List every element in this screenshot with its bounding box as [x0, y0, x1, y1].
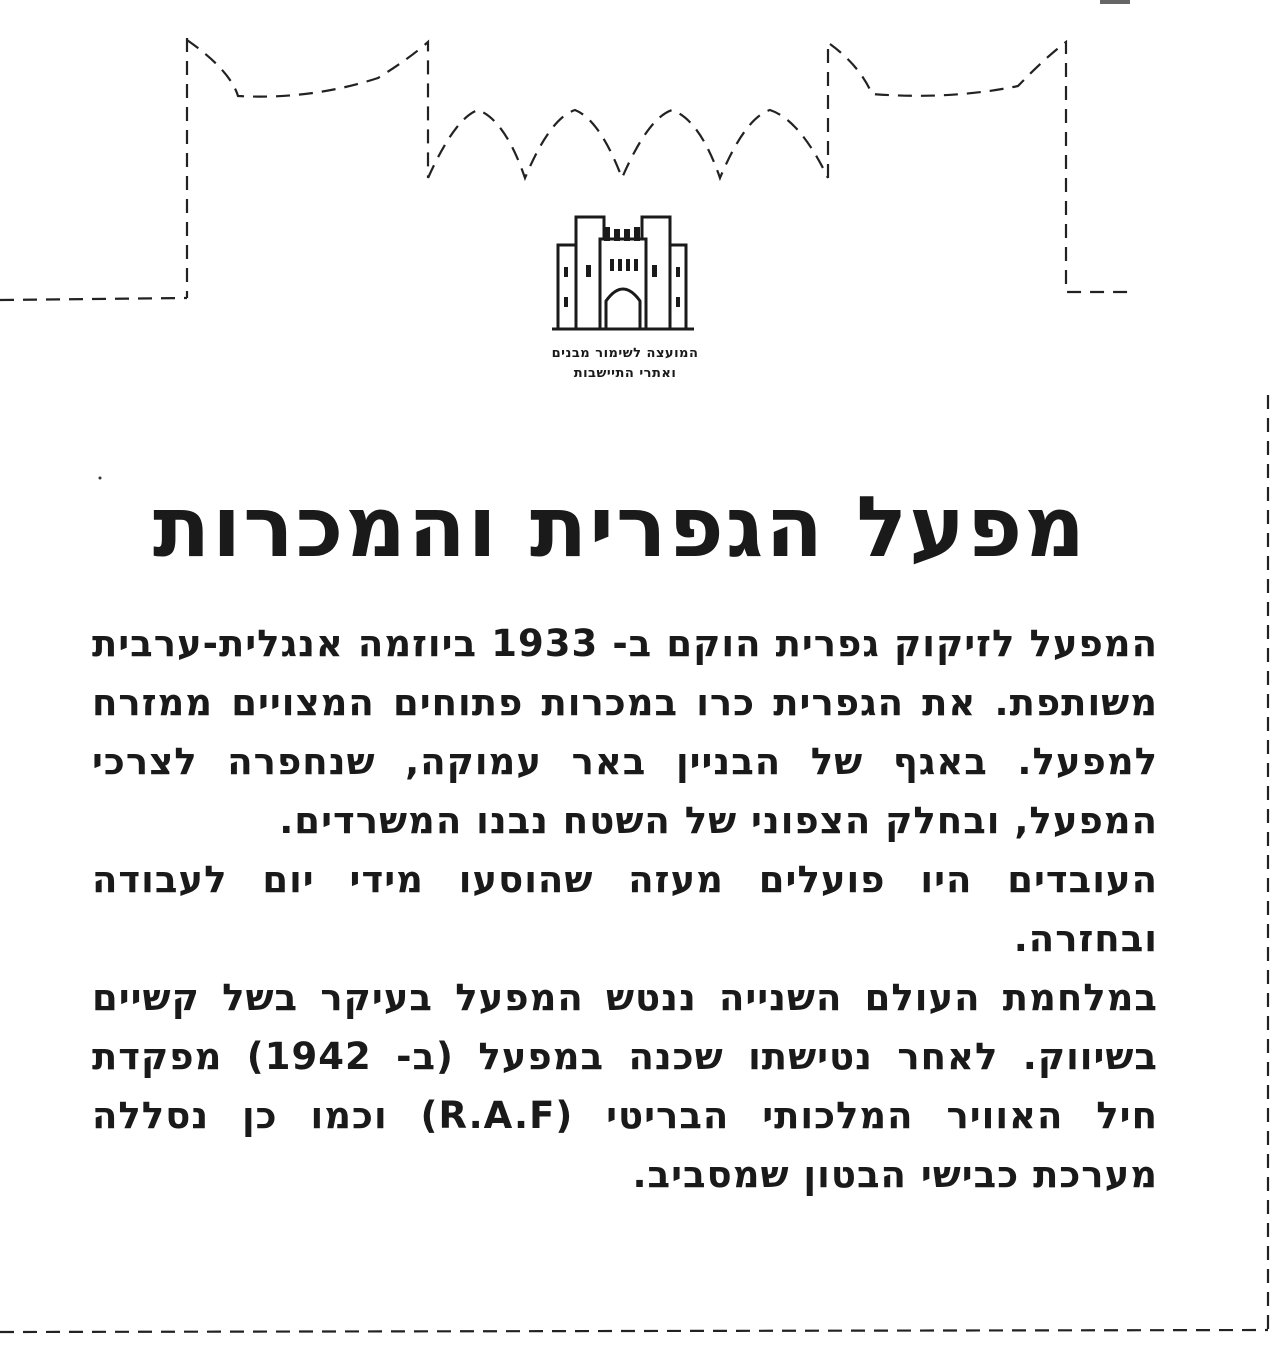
fortress-gate-icon	[552, 205, 694, 335]
organization-name-line-2: ואתרי התיישבות	[573, 366, 677, 381]
paragraph-history: המפעל לזיקוק גפרית הוקם ב- 1933 ביוזמה אנגלית-ערבית משותפת. את הגפרית כרו במכרות פתוחים המצויים ממזרח למפעל. באגף של הבניין באר עמוקה, שנחפרה לצרכי המפעל, ובחלק הצפוני של השטח נבנו המשרדים.	[92, 622, 1159, 842]
organization-name-line-1: המועצה לשימור מבנים	[551, 346, 699, 361]
paragraph-workers: העובדים היו פועלים מעזה שהוסעו מידי יום לעבודה ובחזרה.	[92, 858, 1158, 960]
paragraph-wwii: במלחמת העולם השנייה ננטש המפעל בעיקר בשל קשיים בשיווק. לאחר נטישתו שכנה במפעל (ב- 1942) מפקדת חיל האוויר המלכותי הבריטי (R.A.F) וכמו כן נסללה מערכת כבישי הבטון שמסביב.	[92, 976, 1158, 1196]
sign-title: מפעל הגפרית והמכרות	[152, 478, 1088, 576]
sign-body-text	[92, 614, 1158, 1204]
